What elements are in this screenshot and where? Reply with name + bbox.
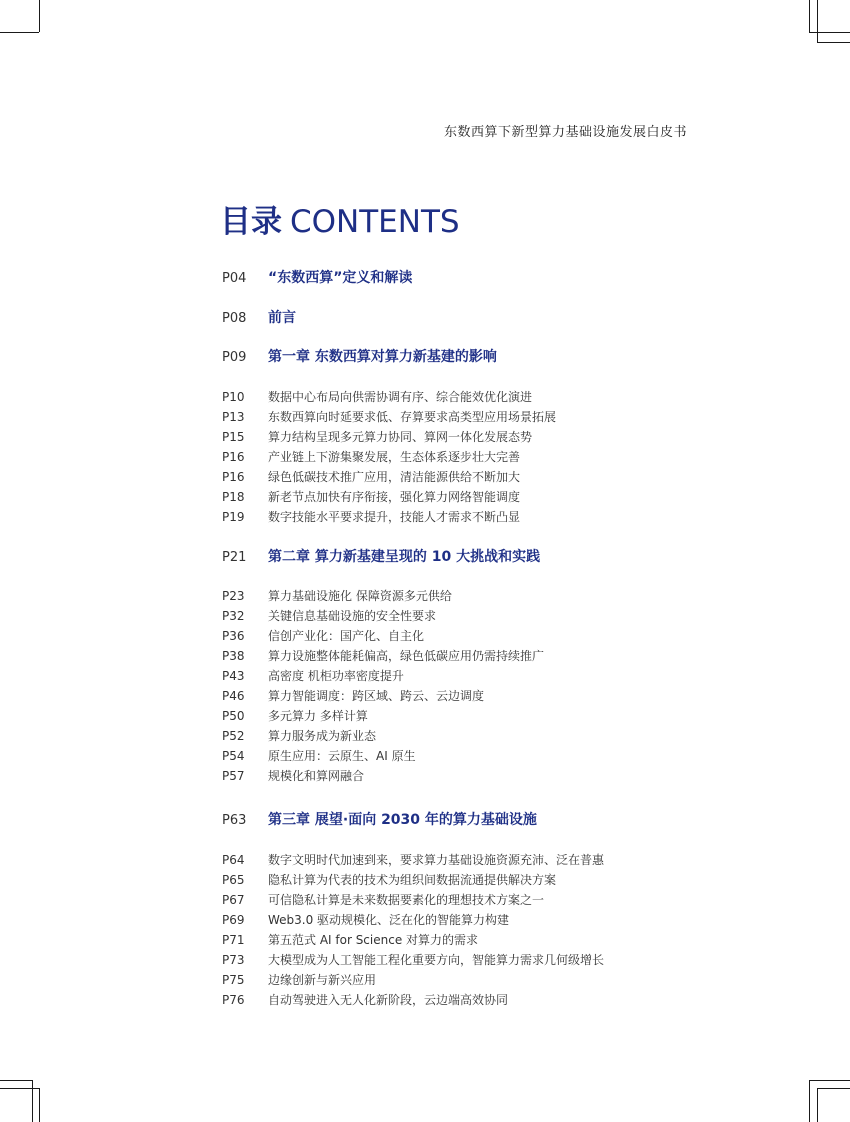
- toc-section-entry[interactable]: [222, 506, 520, 526]
- toc-entry-title: 新老节点加快有序衔接，强化算力网络智能调度: [268, 490, 521, 504]
- toc-page-number: P75: [222, 973, 245, 987]
- toc-page-number: P18: [222, 490, 245, 504]
- toc-page-number: P43: [222, 669, 245, 683]
- toc-page-number: P09: [222, 350, 247, 365]
- toc-title-zh: 目录: [220, 204, 282, 240]
- toc-entry-title: Web3.0 驱动规模化、泛在化的智能算力构建: [268, 913, 510, 927]
- toc-entry-title: 可信隐私计算是未来数据要素化的理想技术方案之一: [268, 893, 545, 907]
- toc-section-entry[interactable]: [222, 685, 484, 705]
- toc-page-number: P13: [222, 410, 245, 424]
- crop-mark: [0, 32, 39, 33]
- toc-entry-title: 自动驾驶进入无人化新阶段，云边端高效协同: [268, 993, 509, 1007]
- toc-section-entry[interactable]: [222, 466, 520, 486]
- toc-section-entry[interactable]: [222, 705, 368, 725]
- toc-page-number: P46: [222, 689, 245, 703]
- toc-section-entry[interactable]: [222, 889, 544, 909]
- toc-entry-title: 算力设施整体能耗偏高，绿色低碳应用仍需持续推广: [268, 649, 545, 663]
- crop-mark: [32, 1080, 33, 1122]
- toc-entry-title: 原生应用：云原生、AI 原生: [268, 749, 416, 763]
- toc-page-number: P36: [222, 629, 245, 643]
- toc-section-entry[interactable]: [222, 446, 520, 466]
- toc-section-entry[interactable]: [222, 929, 478, 949]
- toc-entry-title: 第二章 算力新基建呈现的 10 大挑战和实践: [268, 549, 541, 565]
- toc-page-number: P63: [222, 813, 247, 828]
- toc-section-entry[interactable]: [222, 949, 604, 969]
- toc-chapter-entry[interactable]: [222, 809, 537, 829]
- toc-section-entry[interactable]: [222, 486, 520, 506]
- toc-section-entry[interactable]: [222, 869, 556, 889]
- toc-chapter-entry[interactable]: [222, 307, 296, 327]
- toc-section-entry[interactable]: [222, 585, 452, 605]
- toc-entry-title: 边缘创新与新兴应用: [268, 973, 377, 987]
- crop-mark: [809, 1080, 850, 1081]
- toc-entry-title: 数字文明时代加速到来，要求算力基础设施资源充沛、泛在普惠: [268, 853, 605, 867]
- toc-page-number: P52: [222, 729, 245, 743]
- toc-section-entry[interactable]: [222, 426, 532, 446]
- toc-page-number: P15: [222, 430, 245, 444]
- toc-entry-title: 绿色低碳技术推广应用，清洁能源供给不断加大: [268, 470, 521, 484]
- toc-page-number: P10: [222, 390, 245, 404]
- toc-page-number: P67: [222, 893, 245, 907]
- toc-entry-title: 第一章 东数西算对算力新基建的影响: [268, 349, 497, 365]
- toc-entry-title: 第五范式 AI for Science 对算力的需求: [268, 933, 479, 947]
- toc-page-number: P71: [222, 933, 245, 947]
- toc-entry-title: 算力服务成为新业态: [268, 729, 377, 743]
- toc-chapter-entry[interactable]: [222, 346, 497, 366]
- toc-section-entry[interactable]: [222, 386, 532, 406]
- toc-entry-title: 算力结构呈现多元算力协同、算网一体化发展态势: [268, 430, 533, 444]
- toc-section-entry[interactable]: [222, 665, 404, 685]
- toc-page-number: P32: [222, 609, 245, 623]
- crop-mark: [817, 42, 850, 43]
- toc-page-number: P73: [222, 953, 245, 967]
- toc-entry-title: 东数西算向时延要求低、存算要求高类型应用场景拓展: [268, 410, 557, 424]
- crop-mark: [39, 1088, 40, 1122]
- toc-page-number: P65: [222, 873, 245, 887]
- toc-page-number: P16: [222, 450, 245, 464]
- toc-title-en: CONTENTS: [290, 204, 460, 240]
- toc-entry-title: 大模型成为人工智能工程化重要方向，智能算力需求几何级增长: [268, 953, 605, 967]
- toc-section-entry[interactable]: [222, 989, 508, 1009]
- toc-entry-title: 数据中心布局向供需协调有序、综合能效优化演进: [268, 390, 533, 404]
- toc-entry-title: 关键信息基础设施的安全性要求: [268, 609, 437, 623]
- crop-mark: [809, 0, 810, 32]
- toc-page-number: P08: [222, 311, 247, 326]
- crop-mark: [39, 0, 40, 32]
- toc-entry-title: 多元算力 多样计算: [268, 709, 368, 723]
- toc-section-entry[interactable]: [222, 909, 509, 929]
- toc-section-entry[interactable]: [222, 765, 364, 785]
- toc-page-number: P23: [222, 589, 245, 603]
- toc-page-number: P21: [222, 550, 247, 565]
- toc-page-number: P38: [222, 649, 245, 663]
- toc-section-entry[interactable]: [222, 645, 544, 665]
- toc-page-number: P04: [222, 271, 247, 286]
- toc-entry-title: 隐私计算为代表的技术为组织间数据流通提供解决方案: [268, 873, 557, 887]
- crop-mark: [0, 1088, 39, 1089]
- toc-section-entry[interactable]: [222, 725, 376, 745]
- toc-entry-title: 产业链上下游集聚发展，生态体系逐步壮大完善: [268, 450, 521, 464]
- toc-page-number: P19: [222, 510, 245, 524]
- toc-section-entry[interactable]: [222, 969, 376, 989]
- toc-section-entry[interactable]: [222, 625, 424, 645]
- toc-page-number: P76: [222, 993, 245, 1007]
- toc-entry-title: 高密度 机柜功率密度提升: [268, 669, 404, 683]
- toc-section-entry[interactable]: [222, 745, 416, 765]
- crop-mark: [0, 1080, 32, 1081]
- toc-page-number: P50: [222, 709, 245, 723]
- crop-mark: [817, 1088, 850, 1089]
- toc-entry-title: 数字技能水平要求提升，技能人才需求不断凸显: [268, 510, 521, 524]
- toc-entry-title: 第三章 展望·面向 2030 年的算力基础设施: [268, 812, 537, 828]
- toc-section-entry[interactable]: [222, 605, 436, 625]
- document-header-title: 东数西算下新型算力基础设施发展白皮书: [443, 125, 687, 140]
- toc-chapter-entry[interactable]: [222, 267, 412, 287]
- toc-entry-title: 规模化和算网融合: [268, 769, 365, 783]
- toc-page-number: P69: [222, 913, 245, 927]
- toc-section-entry[interactable]: [222, 849, 604, 869]
- crop-mark: [809, 32, 850, 33]
- toc-page-number: P57: [222, 769, 245, 783]
- crop-mark: [817, 1088, 818, 1122]
- toc-entry-title: 前言: [268, 310, 296, 326]
- crop-mark: [817, 0, 818, 42]
- toc-entry-title: 算力智能调度：跨区域、跨云、云边调度: [268, 689, 485, 703]
- toc-chapter-entry[interactable]: [222, 546, 540, 566]
- toc-entry-title: “东数西算”定义和解读: [268, 270, 413, 286]
- crop-mark: [809, 1080, 810, 1122]
- toc-title: [220, 196, 460, 241]
- toc-entry-title: 信创产业化：国产化、自主化: [268, 629, 425, 643]
- toc-page-number: P54: [222, 749, 245, 763]
- toc-page-number: P16: [222, 470, 245, 484]
- toc-entry-title: 算力基础设施化 保障资源多元供给: [268, 589, 452, 603]
- toc-page-number: P64: [222, 853, 245, 867]
- toc-section-entry[interactable]: [222, 406, 556, 426]
